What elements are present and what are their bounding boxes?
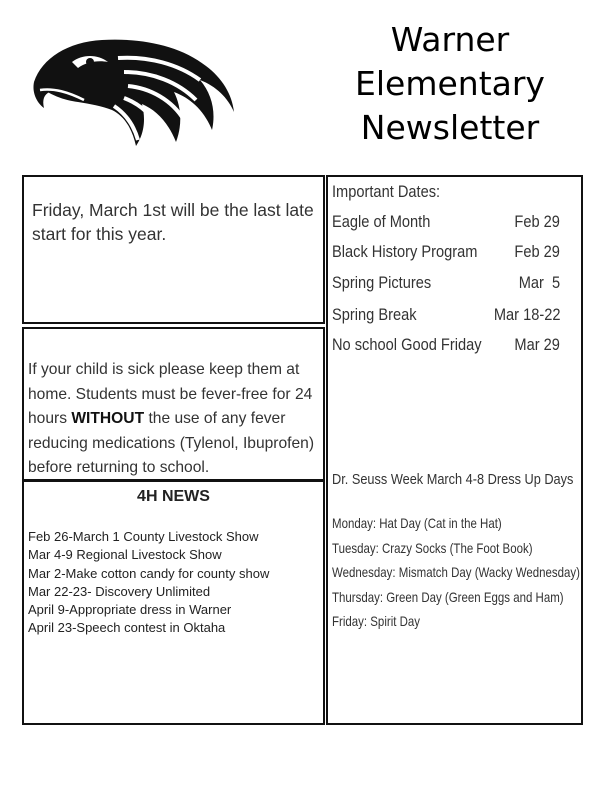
fourh-item: Mar 2-Make cotton candy for county show xyxy=(28,565,270,581)
title-line-2: Elementary xyxy=(355,64,545,103)
fourh-item: April 9-Appropriate dress in Warner xyxy=(28,602,232,618)
title-line-3: Newsletter xyxy=(360,108,540,147)
fourh-item: April 23-Speech contest in Oktaha xyxy=(28,620,226,636)
date-value: Mar 5 xyxy=(518,273,560,292)
newsletter-title xyxy=(330,18,570,150)
sick-text-emphasis: WITHOUT xyxy=(71,410,145,427)
fourh-item: Feb 26-March 1 County Livestock Show xyxy=(28,529,259,544)
date-event: Eagle of Month xyxy=(332,212,431,231)
date-row xyxy=(332,305,560,335)
fourh-item: Mar 4-9 Regional Livestock Show xyxy=(28,547,222,563)
sick-policy-notice xyxy=(28,358,324,481)
date-event: Black History Program xyxy=(332,242,478,261)
eagle-head-logo-icon xyxy=(28,28,240,152)
seuss-week-title: Dr. Seuss Week March 4-8 Dress Up Days xyxy=(332,471,574,488)
date-value: Feb 29 xyxy=(514,242,560,261)
fourh-news-title: 4H NEWS xyxy=(137,488,210,505)
fourh-news-list xyxy=(28,528,324,638)
seuss-day: Friday: Spirit Day xyxy=(332,613,421,629)
important-dates-heading: Important Dates: xyxy=(332,182,441,201)
date-event: Spring Pictures xyxy=(332,273,432,292)
date-value: Feb 29 xyxy=(514,212,560,231)
fourh-item: Mar 22-23- Discovery Unlimited xyxy=(28,583,211,599)
seuss-day: Thursday: Green Day (Green Eggs and Ham) xyxy=(332,588,564,605)
date-row xyxy=(332,273,560,303)
date-value: Mar 18-22 xyxy=(493,305,560,324)
date-row xyxy=(332,212,560,242)
seuss-day: Monday: Hat Day (Cat in the Hat) xyxy=(332,515,502,531)
late-start-notice: Friday, March 1st will be the last late start for this year. xyxy=(32,200,314,244)
date-value: Mar 29 xyxy=(514,335,560,354)
seuss-day: Tuesday: Crazy Socks (The Foot Book) xyxy=(332,539,533,556)
sick-text-before: If your child is sick please keep them at home. Students must be fever-free for 24 hours xyxy=(28,361,313,427)
sick-text-after: the use of any fever reducing medications (Tylenol, Ibuprofen) before returning to school. xyxy=(28,410,315,476)
seuss-week-list xyxy=(332,511,612,634)
date-event: No school Good Friday xyxy=(332,335,482,354)
title-line-1: Warner xyxy=(390,20,510,59)
seuss-day: Wednesday: Mismatch Day (Wacky Wednesday) xyxy=(332,564,580,580)
date-row xyxy=(332,335,560,365)
date-row xyxy=(332,242,560,272)
date-event: Spring Break xyxy=(332,305,417,324)
